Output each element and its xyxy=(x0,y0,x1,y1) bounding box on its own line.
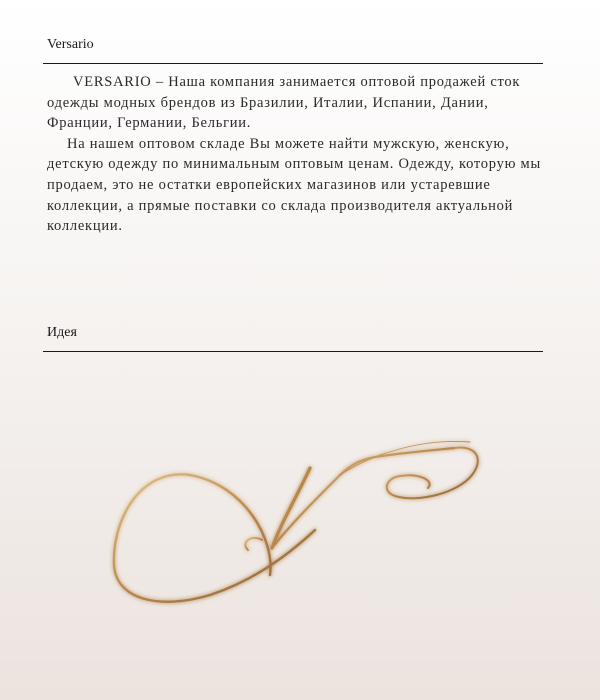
about-paragraph-1: VERSARIO – Наша компания занимается оптовой продажей сток одежды модных брендов из Бразилии, Италии, Испании, Дании, Франции, Германии, Бельгии. xyxy=(47,74,521,132)
section-heading-idea: Идея xyxy=(47,325,77,340)
about-text xyxy=(47,72,547,237)
divider-line xyxy=(43,63,543,64)
versario-monogram-icon xyxy=(100,430,490,620)
section-heading-versario: Versario xyxy=(47,37,94,52)
divider-line xyxy=(43,351,543,352)
about-paragraph-2: На нашем оптовом складе Вы можете найти мужскую, женскую, детскую одежду по минимальным оптовым ценам. Одежду, которую мы продаем, это не остатки европейских магазинов или устаревшие коллекции, а прямые поставки со склада производителя актуальной коллекции. xyxy=(47,135,541,235)
